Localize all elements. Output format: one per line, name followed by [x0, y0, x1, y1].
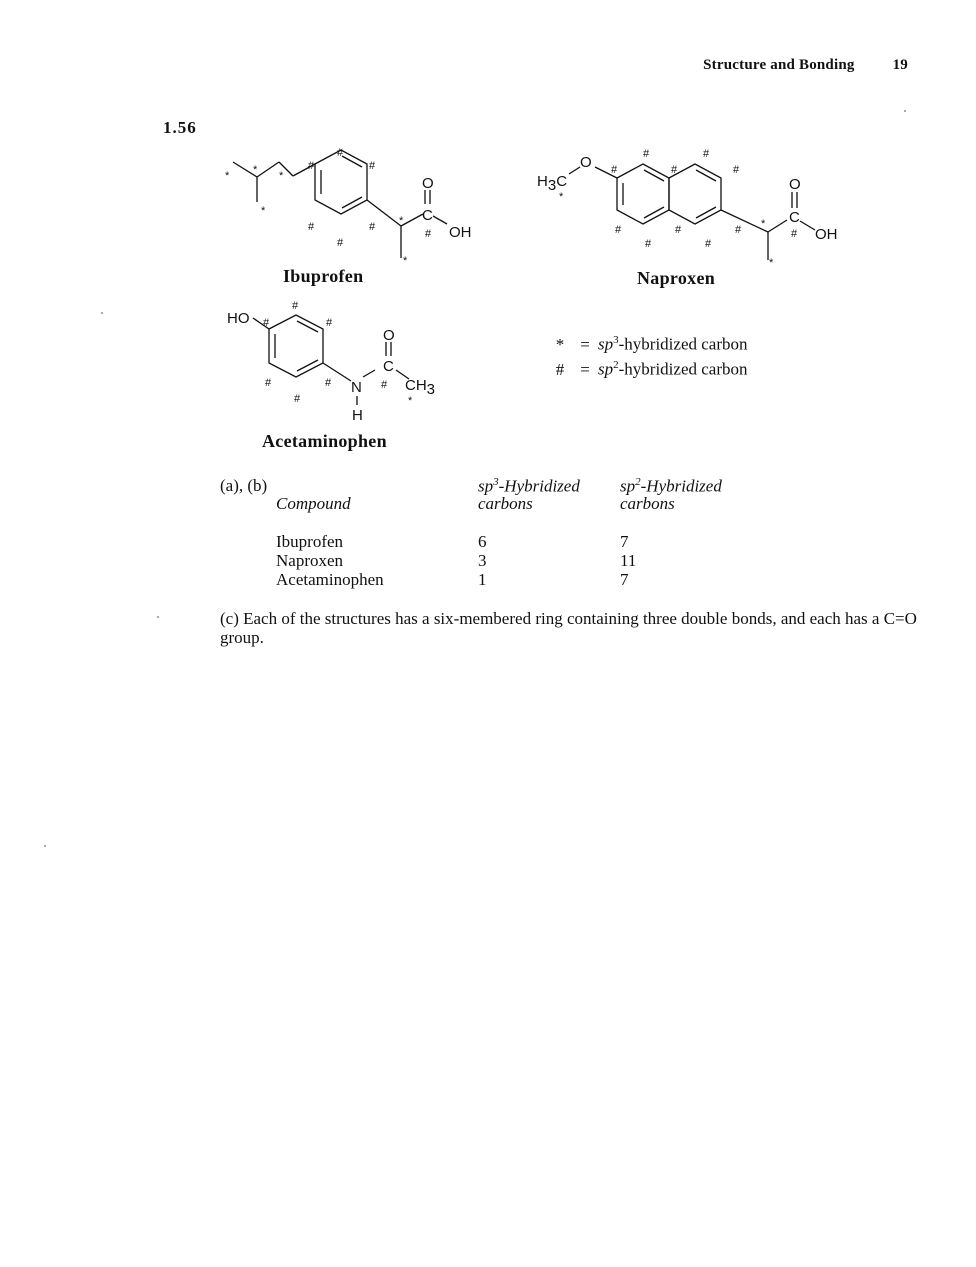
- legend-row-sp3: [548, 334, 748, 355]
- ibuprofen-sp3-mark: *: [225, 170, 230, 182]
- ibuprofen-hydroxyl: OH: [449, 224, 472, 241]
- naproxen-sp2-mark: #: [675, 224, 682, 236]
- ibuprofen-sp2-mark: #: [369, 160, 376, 172]
- ibuprofen-sp2-mark: #: [308, 221, 315, 233]
- ibuprofen-sp3-mark: *: [399, 215, 404, 227]
- naproxen-sp2-mark: #: [611, 164, 618, 176]
- acetaminophen-structure: [225, 296, 455, 431]
- ibuprofen-carbonyl-c: C: [422, 207, 433, 224]
- acetaminophen-sp2-mark: #: [325, 377, 332, 389]
- table-cell-sp3: 6: [478, 532, 487, 551]
- naproxen-sp2-mark: #: [643, 148, 650, 160]
- legend-symbol: *: [555, 334, 565, 354]
- header-compound: Compound: [276, 494, 351, 513]
- ibuprofen-sp2-mark: #: [337, 237, 344, 249]
- table-cell-compound: Naproxen: [276, 551, 344, 570]
- ibuprofen-sp2-mark: #: [308, 160, 315, 172]
- acetaminophen-hydroxyl: HO: [227, 310, 250, 327]
- naproxen-sp3-mark: *: [761, 218, 766, 230]
- naproxen-methyl: H3C: [537, 173, 568, 194]
- acetaminophen-carbonyl-o: O: [383, 327, 395, 344]
- acetaminophen-sp2-mark: #: [294, 393, 301, 405]
- legend-equals: =: [580, 334, 590, 354]
- acetaminophen-methyl: CH3: [405, 377, 436, 398]
- acetaminophen-name: Acetaminophen: [262, 431, 387, 451]
- legend-sup: 2: [613, 359, 619, 371]
- ibuprofen-carbonyl-o: O: [422, 175, 434, 192]
- ibuprofen-sp3-mark: *: [261, 205, 266, 217]
- ibuprofen-sp3-mark: *: [253, 164, 258, 176]
- naproxen-sp2-mark: #: [703, 148, 710, 160]
- table-cell-compound: Acetaminophen: [276, 570, 384, 589]
- problem-number: 1.56: [163, 118, 197, 137]
- page-number: 19: [892, 57, 908, 73]
- acetaminophen-sp2-mark: #: [326, 317, 333, 329]
- naproxen-hydroxyl: OH: [815, 226, 838, 243]
- legend-prefix: sp: [598, 359, 614, 379]
- naproxen-sp2-mark: #: [733, 164, 740, 176]
- legend-row-sp2: [548, 359, 748, 380]
- table-cell-compound: Ibuprofen: [276, 532, 344, 551]
- acetaminophen-sp2-mark: #: [381, 379, 388, 391]
- ibuprofen-sp3-mark: *: [279, 170, 284, 182]
- legend-equals: =: [580, 359, 590, 379]
- scan-speck: [44, 845, 46, 847]
- acetaminophen-hydrogen: H: [352, 407, 363, 424]
- ibuprofen-sp2-mark: #: [369, 221, 376, 233]
- legend-text: -hybridized carbon: [618, 334, 748, 354]
- table-cell-sp3: 1: [478, 570, 487, 589]
- naproxen-sp2-mark: #: [671, 164, 678, 176]
- naproxen-sp2-mark: #: [735, 224, 742, 236]
- table-cell-sp3: 3: [478, 551, 487, 570]
- naproxen-sp3-mark: *: [559, 191, 564, 203]
- legend-text: -hybridized carbon: [618, 359, 748, 379]
- naproxen-sp2-mark: #: [705, 238, 712, 250]
- acetaminophen-nitrogen: N: [351, 379, 362, 396]
- naproxen-ether-o: O: [580, 154, 592, 171]
- naproxen-carbonyl-c: C: [789, 209, 800, 226]
- header-sp2-line2: carbons: [620, 494, 675, 513]
- table-cell-sp2: 7: [620, 570, 629, 589]
- legend-symbol: #: [555, 359, 565, 379]
- ibuprofen-name: Ibuprofen: [283, 266, 364, 286]
- acetaminophen-sp2-mark: #: [263, 317, 270, 329]
- naproxen-sp2-mark: #: [791, 228, 798, 240]
- naproxen-carbonyl-o: O: [789, 176, 801, 193]
- scan-speck: [101, 312, 103, 314]
- acetaminophen-sp2-mark: #: [265, 377, 272, 389]
- part-label: (a), (b): [220, 476, 268, 495]
- ibuprofen-sp2-mark: #: [425, 228, 432, 240]
- naproxen-structure: [535, 140, 855, 270]
- header-sp3-line1: $sp^3$-Hybridized: [478, 476, 580, 496]
- table-cell-sp2: 7: [620, 532, 629, 551]
- table-cell-sp2: 11: [620, 551, 637, 570]
- naproxen-sp2-mark: #: [615, 224, 622, 236]
- acetaminophen-sp3-mark: *: [408, 395, 413, 407]
- running-header: [703, 57, 908, 74]
- acetaminophen-sp2-mark: #: [292, 300, 299, 312]
- ibuprofen-sp2-mark: #: [337, 147, 344, 159]
- legend-prefix: sp: [598, 334, 614, 354]
- part-c-paragraph: (c) Each of the structures has a six-membered ring containing three double bonds, and each has a C=O group.: [220, 609, 917, 647]
- acetaminophen-carbonyl-c: C: [383, 358, 394, 375]
- naproxen-name: Naproxen: [637, 268, 716, 288]
- scan-speck: [157, 616, 159, 618]
- legend-sup: 3: [613, 334, 619, 346]
- ibuprofen-sp3-mark: *: [403, 255, 408, 267]
- ibuprofen-structure: [215, 140, 485, 270]
- scan-speck: [904, 110, 906, 112]
- header-title: Structure and Bonding: [703, 57, 855, 73]
- header-sp3-line2: carbons: [478, 494, 533, 513]
- naproxen-sp2-mark: #: [645, 238, 652, 250]
- naproxen-sp3-mark: *: [769, 257, 774, 269]
- header-sp2-line1: $sp^2$-Hybridized: [620, 476, 722, 496]
